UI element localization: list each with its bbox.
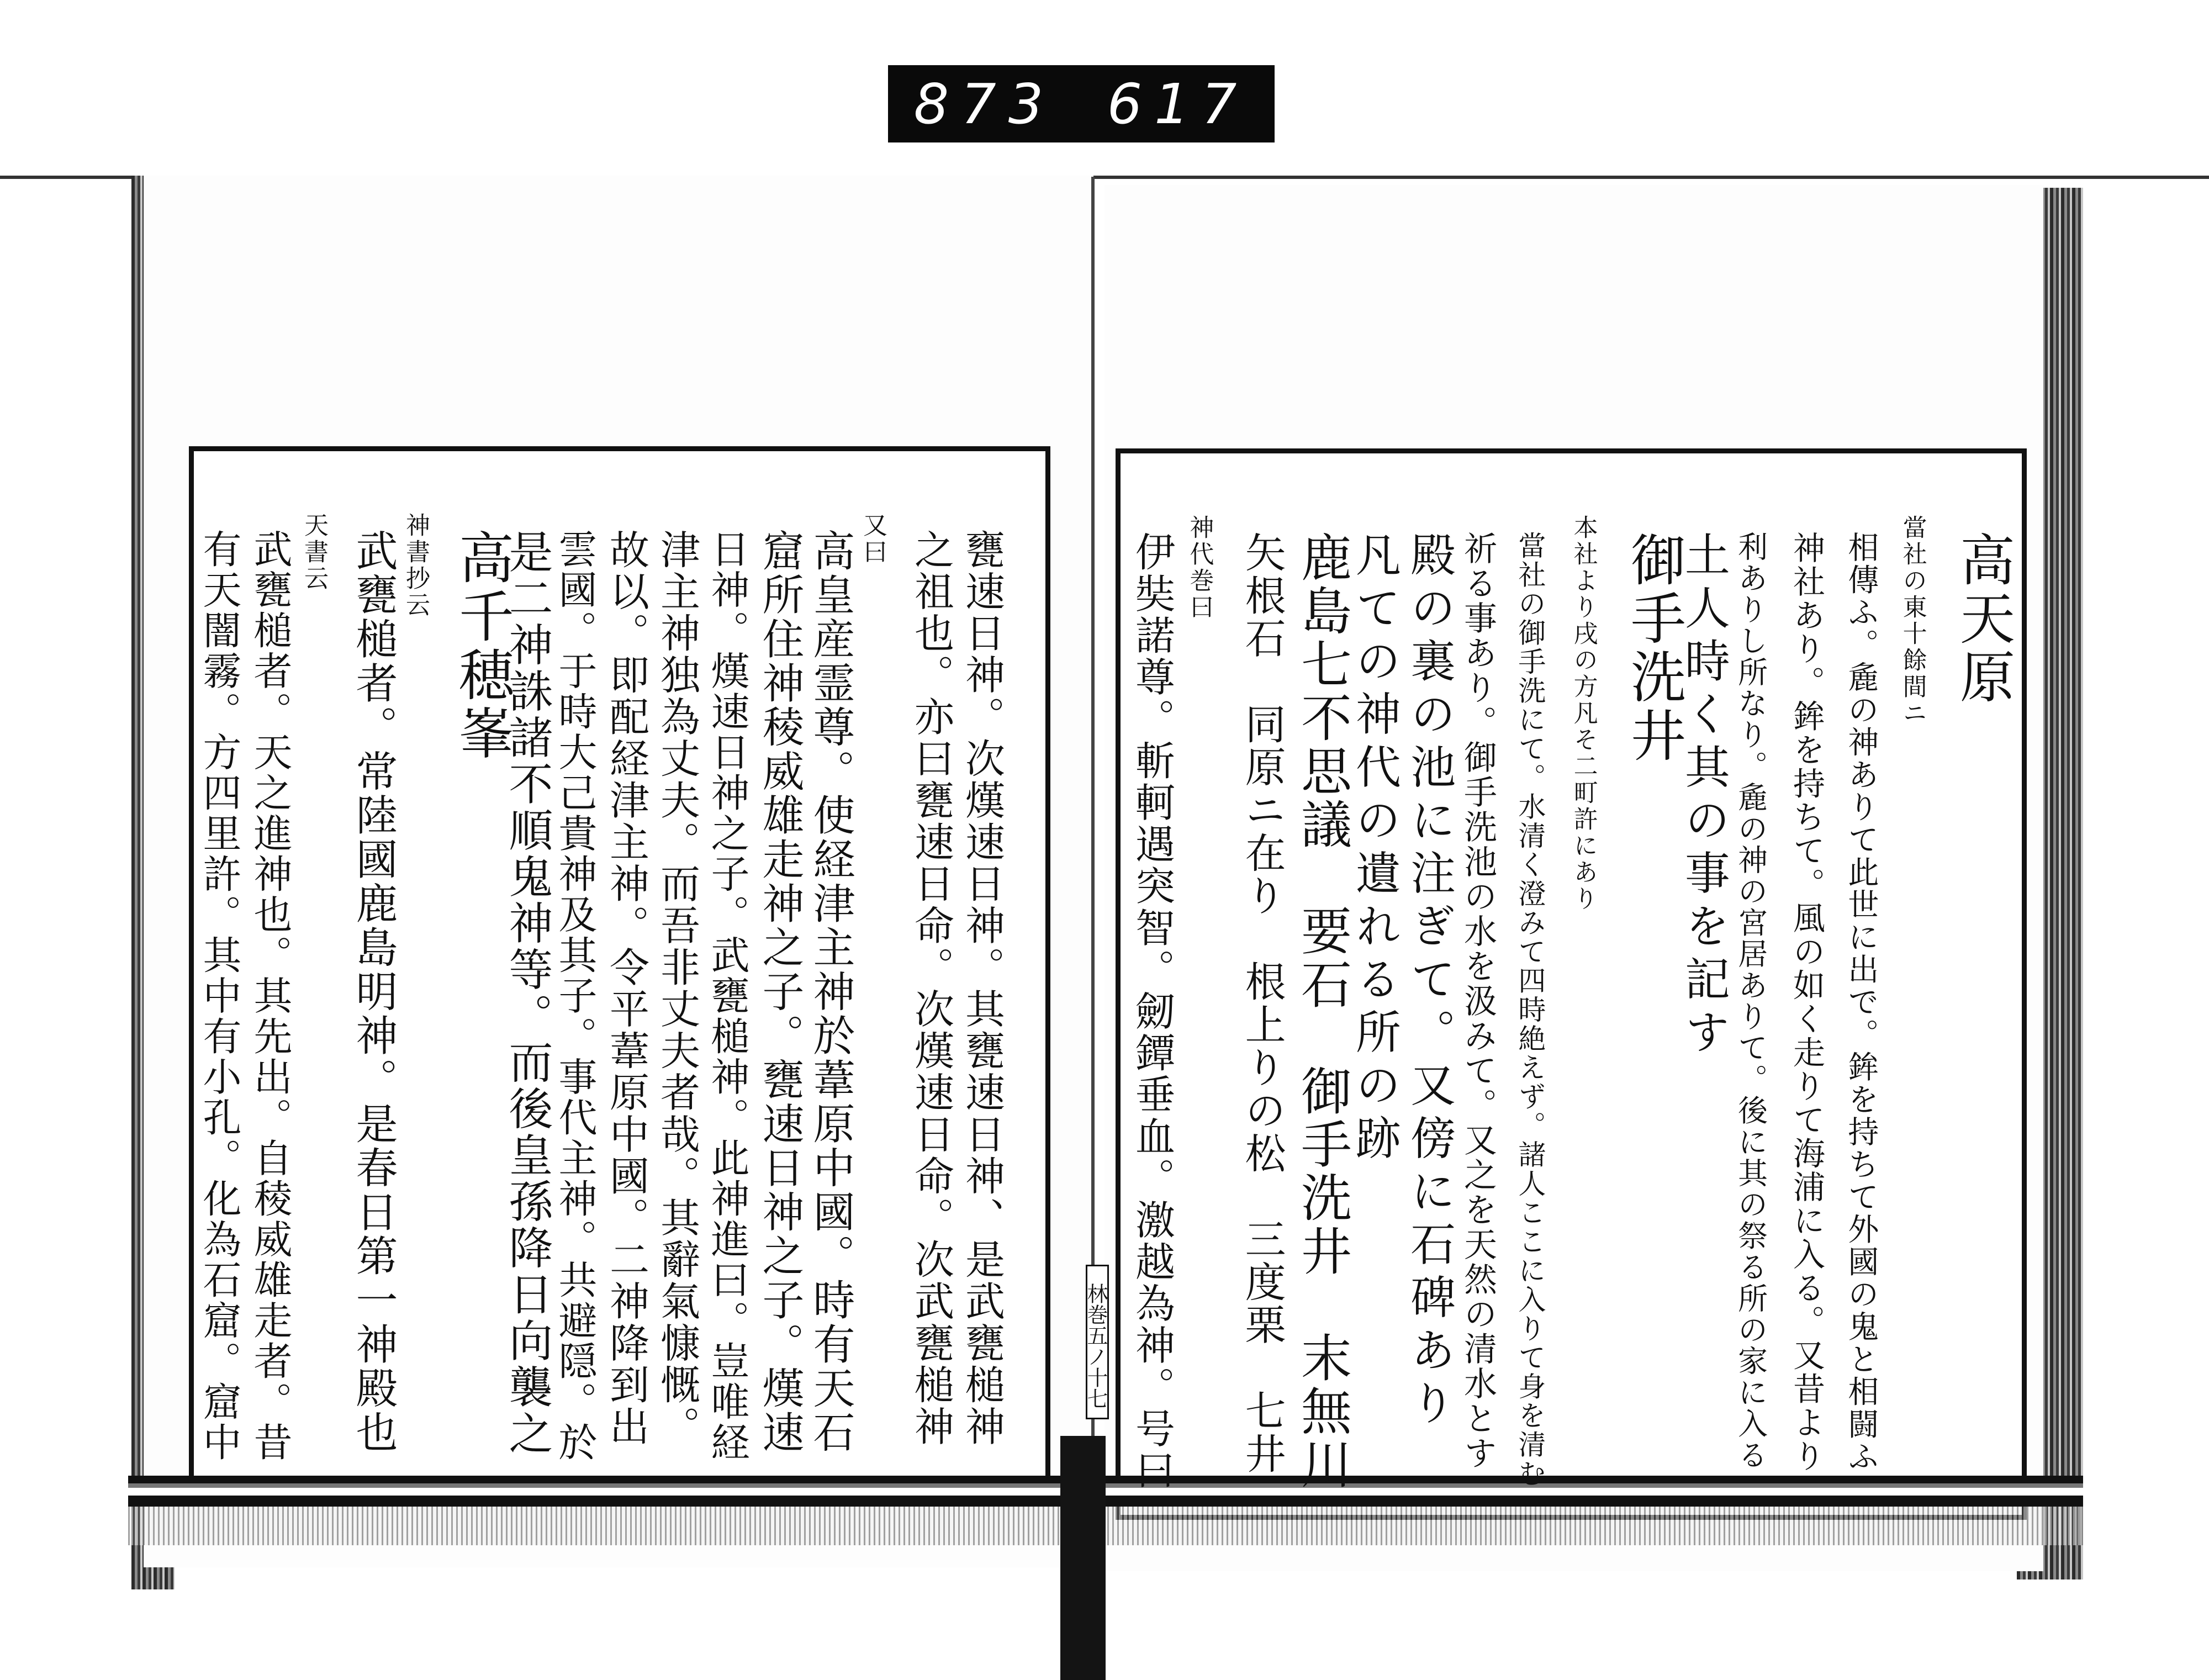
left-page-column: 神書抄云 bbox=[401, 513, 430, 619]
catalog-label bbox=[888, 65, 1275, 142]
left-page-column: 日神。熯速日神之子。武甕槌神。此神進曰。豈唯経 bbox=[705, 529, 750, 1463]
left-page-column: 天書云 bbox=[300, 513, 328, 592]
right-page-text bbox=[1116, 448, 2027, 1520]
right-page-column: 凡ての神代の遺れる所の跡 bbox=[1348, 531, 1401, 1167]
catalog-number-left: 873 bbox=[913, 71, 1056, 136]
right-page-column: 當社の東十餘間ニ bbox=[1898, 515, 1927, 727]
right-page-column: 土人時く其の事を記す bbox=[1677, 531, 1730, 1061]
left-page-column: 高千穂峯 bbox=[450, 529, 514, 763]
left-page-column: 武甕槌者。常陸國鹿島明神。是春日第一神殿也 bbox=[349, 529, 398, 1455]
left-page-column: 有天闇霧。方四里許。其中有小孔。化為石窟。窟中 bbox=[197, 529, 242, 1463]
right-page-column: 神社あり。鉾を持ちて。風の如く走りて海浦に入る。又昔より bbox=[1788, 531, 1825, 1473]
catalog-number-right: 617 bbox=[1107, 71, 1249, 136]
left-page-column: 武甕槌者。天之進神也。其先出。自稜威雄走者。昔 bbox=[247, 529, 293, 1463]
right-page-column: 神代巻曰 bbox=[1185, 515, 1214, 621]
left-page-column: 之祖也。亦曰甕速日命。次熯速日命。次武甕槌神 bbox=[908, 529, 954, 1448]
left-page-column: 高皇産霊尊。使経津主神於葦原中國。時有天石 bbox=[806, 529, 855, 1455]
gutter-shadow bbox=[1060, 1436, 1106, 1680]
left-page-column: 是二神誅諸不順鬼神等。而後皇孫降日向襲之 bbox=[501, 529, 553, 1457]
left-page-column: 甕速日神。次熯速日神。其甕速日神、是武甕槌神 bbox=[959, 529, 1005, 1448]
right-page-column: 相傳ふ。麁の神ありて此世に出で。鉾を持ちて外國の鬼と相闘ふ bbox=[1843, 531, 1879, 1473]
gutter-line bbox=[1091, 177, 1095, 1447]
right-page-column: 利ありし所なり。麁の神の宮居ありて。後に其の祭る所の家に入る bbox=[1733, 531, 1768, 1471]
left-page-column: 故以。即配経津主神。令平葦原中國。二神降到出 bbox=[603, 529, 649, 1448]
right-page-column: 矢根石 同原ニ在り 根上りの松 三度栗 七井 bbox=[1238, 531, 1286, 1476]
right-page-column: 御手洗井 bbox=[1621, 531, 1686, 765]
right-page-column: 祈る事あり。御手洗池の水を汲みて。又之を天然の清水とす bbox=[1458, 531, 1497, 1471]
fold-mark: 林巻五ノ十七 bbox=[1086, 1265, 1109, 1419]
left-page-column: 窟所住神稜威雄走神之子。甕速日神之子。熯速 bbox=[755, 529, 805, 1455]
left-page-column: 津主神独為丈夫。而吾非丈夫者哉。其辭氣慷慨。 bbox=[654, 529, 700, 1448]
left-page-text bbox=[189, 446, 1050, 1490]
left-page-column: 又曰 bbox=[859, 513, 887, 566]
left-page-column: 雲國。于時大己貴神及其子。事代主神。共避隠。於 bbox=[552, 529, 598, 1463]
right-page-column: 鹿島七不思議 要石 御手洗井 末無川 bbox=[1293, 531, 1352, 1492]
right-page-column: 高天原 bbox=[1951, 531, 2015, 707]
right-page-column: 伊奘諾尊。斬軻遇突智。劒鐔垂血。激越為神。号曰 bbox=[1129, 531, 1175, 1492]
right-page-column: 本社より戌の方凡そ二町許にあり bbox=[1569, 515, 1598, 912]
right-page-column: 當社の御手洗にて。水清く澄みて四時絶えず。諸人ここに入りて身を清む bbox=[1514, 531, 1546, 1488]
right-page-column: 殿の裏の池に注ぎて。又傍に石碑あり bbox=[1403, 531, 1456, 1433]
